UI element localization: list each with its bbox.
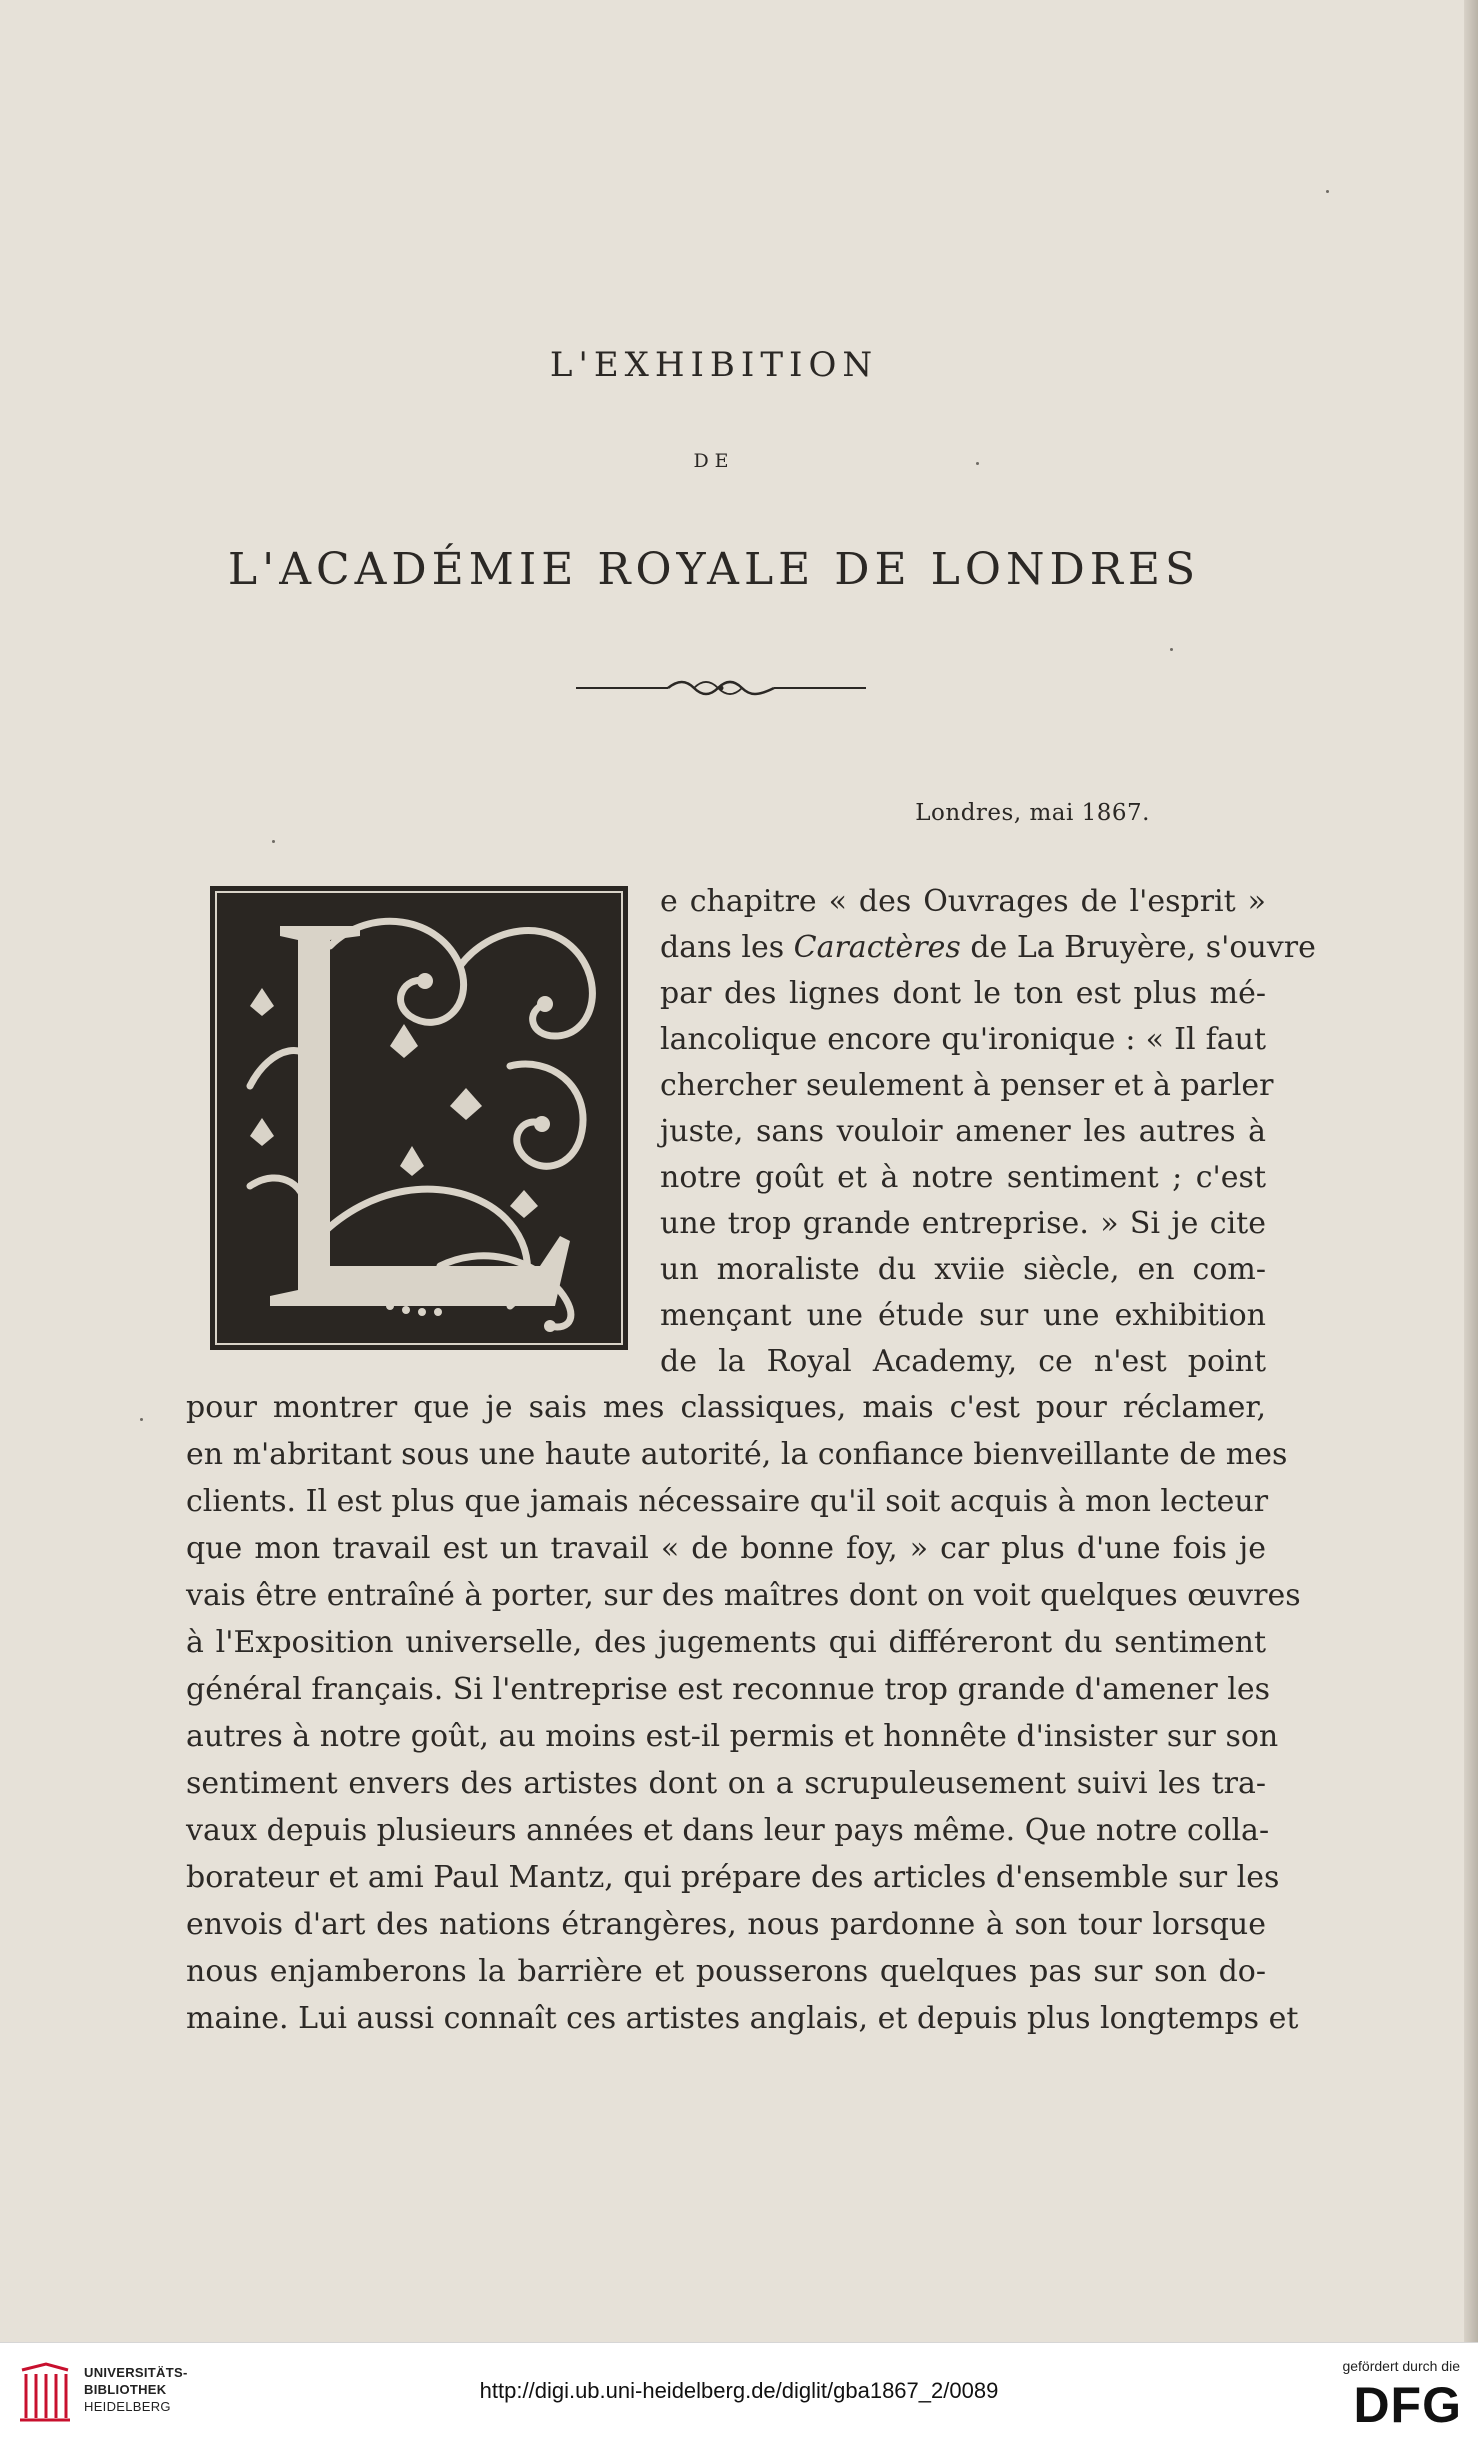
heading-de: DE: [693, 450, 735, 472]
text-line: borateur et ami Paul Mantz, qui prépare des articles d'ensemble sur les: [186, 1860, 1280, 1895]
text-line: dans les Caractères de La Bruyère, s'ouvre: [660, 930, 1316, 965]
paper-speck: [140, 1418, 143, 1421]
text-line: envois d'art des nations étrangères, nous pardonne à son tour lorsque: [186, 1907, 1266, 1942]
text-line: autres à notre goût, au moins est-il permis et honnête d'insister sur son: [186, 1719, 1279, 1754]
text-line: une trop grande entreprise. » Si je cite: [660, 1206, 1266, 1241]
library-name-line: HEIDELBERG: [84, 2399, 171, 2414]
text-line: nous enjamberons la barrière et pousserons quelques pas sur son do-: [186, 1954, 1266, 1989]
ornament-divider-icon: [576, 676, 866, 700]
permalink-url[interactable]: http://digi.ub.uni-heidelberg.de/diglit/gba1867_2/0089: [479, 2378, 999, 2403]
text-line: sentiment envers des artistes dont on a scrupuleusement suivi les tra-: [186, 1766, 1266, 1801]
heading-exhibition: L'EXHIBITION: [549, 345, 879, 385]
text-line: en m'abritant sous une haute autorité, la confiance bienveillante de mes: [186, 1437, 1288, 1472]
text-line: général français. Si l'entreprise est reconnue trop grande d'amener les: [186, 1672, 1270, 1707]
text-line: lancolique encore qu'ironique : « Il faut: [660, 1022, 1266, 1057]
text-line: clients. Il est plus que jamais nécessaire qu'il soit acquis à mon lecteur: [186, 1484, 1269, 1519]
text-line: vais être entraîné à porter, sur des maîtres dont on voit quelques œuvres: [186, 1578, 1301, 1613]
library-name-line: UNIVERSITÄTS-: [84, 2365, 188, 2380]
text-line: de la Royal Academy, ce n'est point: [660, 1344, 1266, 1379]
text-line: un moraliste du xviie siècle, en com-: [660, 1252, 1266, 1287]
text-line: à l'Exposition universelle, des jugements qui différeront du sentiment: [186, 1625, 1266, 1660]
text-line: mençant une étude sur une exhibition: [660, 1298, 1266, 1333]
decorated-initial-icon: [210, 886, 628, 1350]
text-line: par des lignes dont le ton est plus mé-: [660, 976, 1266, 1011]
text-line: maine. Lui aussi connaît ces artistes anglais, et depuis plus longtemps et: [186, 2001, 1299, 2036]
funded-by-label: gefördert durch die: [1342, 2358, 1460, 2374]
paper-speck: [272, 840, 275, 843]
paper-speck: [1326, 190, 1329, 193]
dfg-logo[interactable]: DFG: [1353, 2377, 1462, 2433]
library-name-line: BIBLIOTHEK: [84, 2382, 167, 2397]
text-line: e chapitre « des Ouvrages de l'esprit »: [660, 884, 1266, 919]
page-title: L'ACADÉMIE ROYALE DE LONDRES: [227, 544, 1201, 595]
text-line: vaux depuis plusieurs années et dans leur pays même. Que notre colla-: [186, 1813, 1270, 1848]
book-title: Caractères: [793, 930, 961, 965]
text-line: notre goût et à notre sentiment ; c'est: [660, 1160, 1266, 1195]
paper-speck: [1170, 648, 1173, 651]
text-line: que mon travail est un travail « de bonne foy, » car plus d'une fois je: [186, 1531, 1266, 1566]
text-line: chercher seulement à penser et à parler: [660, 1068, 1274, 1103]
text-line: juste, sans vouloir amener les autres à: [660, 1114, 1266, 1149]
page-edge-shadow: [1464, 0, 1478, 2342]
dateline: Londres, mai 1867.: [915, 800, 1150, 826]
text-line: pour montrer que je sais mes classiques, mais c'est pour réclamer,: [186, 1390, 1266, 1425]
